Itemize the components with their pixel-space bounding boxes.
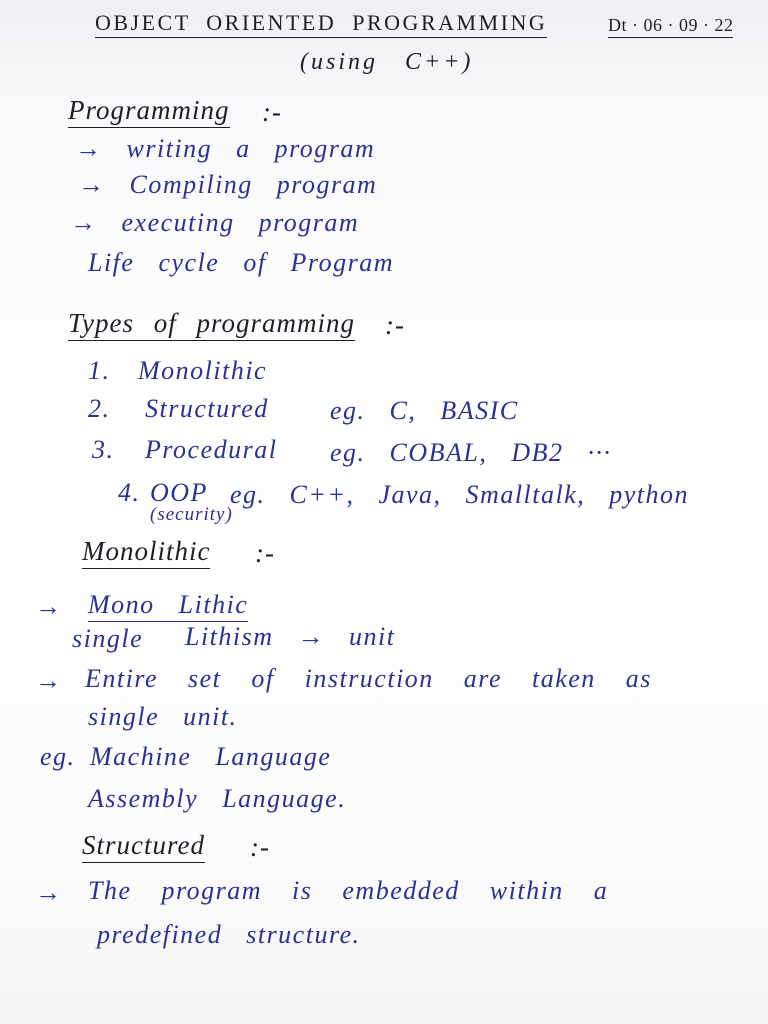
- monolithic-example-machine: Machine Language: [90, 742, 332, 771]
- monolithic-heading-mark: :-: [255, 538, 275, 568]
- monolithic-definition-line1: Entire set of instruction are taken as: [85, 664, 652, 693]
- structured-heading: Structured: [82, 832, 205, 863]
- monolithic-gloss-single: single: [72, 624, 144, 653]
- arrow-icon: →: [35, 878, 63, 907]
- types-item-name: Structured: [145, 394, 269, 423]
- types-item-name: Monolithic: [138, 356, 268, 385]
- programming-item-writing: → writing a program: [75, 134, 376, 163]
- types-item-example: eg. C, BASIC: [330, 396, 519, 425]
- monolithic-example-assembly: Assembly Language.: [88, 784, 347, 813]
- structured-definition-line1: The program is embedded within a: [88, 876, 609, 905]
- programming-item-executing: → executing program: [70, 208, 360, 237]
- programming-footer: Life cycle of Program: [88, 248, 394, 277]
- arrow-icon: →: [35, 592, 63, 621]
- monolithic-term: Mono Lithic: [88, 592, 248, 622]
- programming-item-compiling: → Compiling program: [78, 170, 378, 199]
- programming-heading: Programming: [68, 97, 230, 128]
- types-item-name: OOP: [150, 478, 208, 507]
- date-label: Dt · 06 · 09 · 22: [608, 16, 733, 38]
- types-heading-mark: :-: [385, 310, 405, 340]
- types-item-number: 2.: [88, 394, 111, 423]
- types-item-number: 4.: [118, 478, 141, 507]
- page-subtitle: (using C++): [300, 49, 474, 75]
- types-heading: Types of programming: [68, 310, 355, 341]
- structured-heading-mark: :-: [250, 832, 270, 862]
- types-item-example: eg. C++, Java, Smalltalk, python: [230, 480, 690, 509]
- monolithic-gloss-unit: Lithism → unit: [185, 622, 396, 651]
- monolithic-example-prefix: eg.: [40, 742, 76, 771]
- structured-definition-line2: predefined structure.: [97, 920, 361, 949]
- types-item-name: Procedural: [145, 435, 278, 464]
- types-item-example: eg. COBAL, DB2 ···: [330, 438, 612, 467]
- arrow-icon: →: [35, 666, 63, 695]
- types-item-number: 1.: [88, 356, 111, 385]
- monolithic-definition-line2: single unit.: [88, 702, 238, 731]
- programming-heading-mark: :-: [262, 97, 282, 127]
- monolithic-heading: Monolithic: [82, 538, 210, 569]
- types-item-note: (security): [150, 504, 233, 525]
- types-item-number: 3.: [92, 435, 115, 464]
- page-title: OBJECT ORIENTED PROGRAMMING: [95, 12, 547, 38]
